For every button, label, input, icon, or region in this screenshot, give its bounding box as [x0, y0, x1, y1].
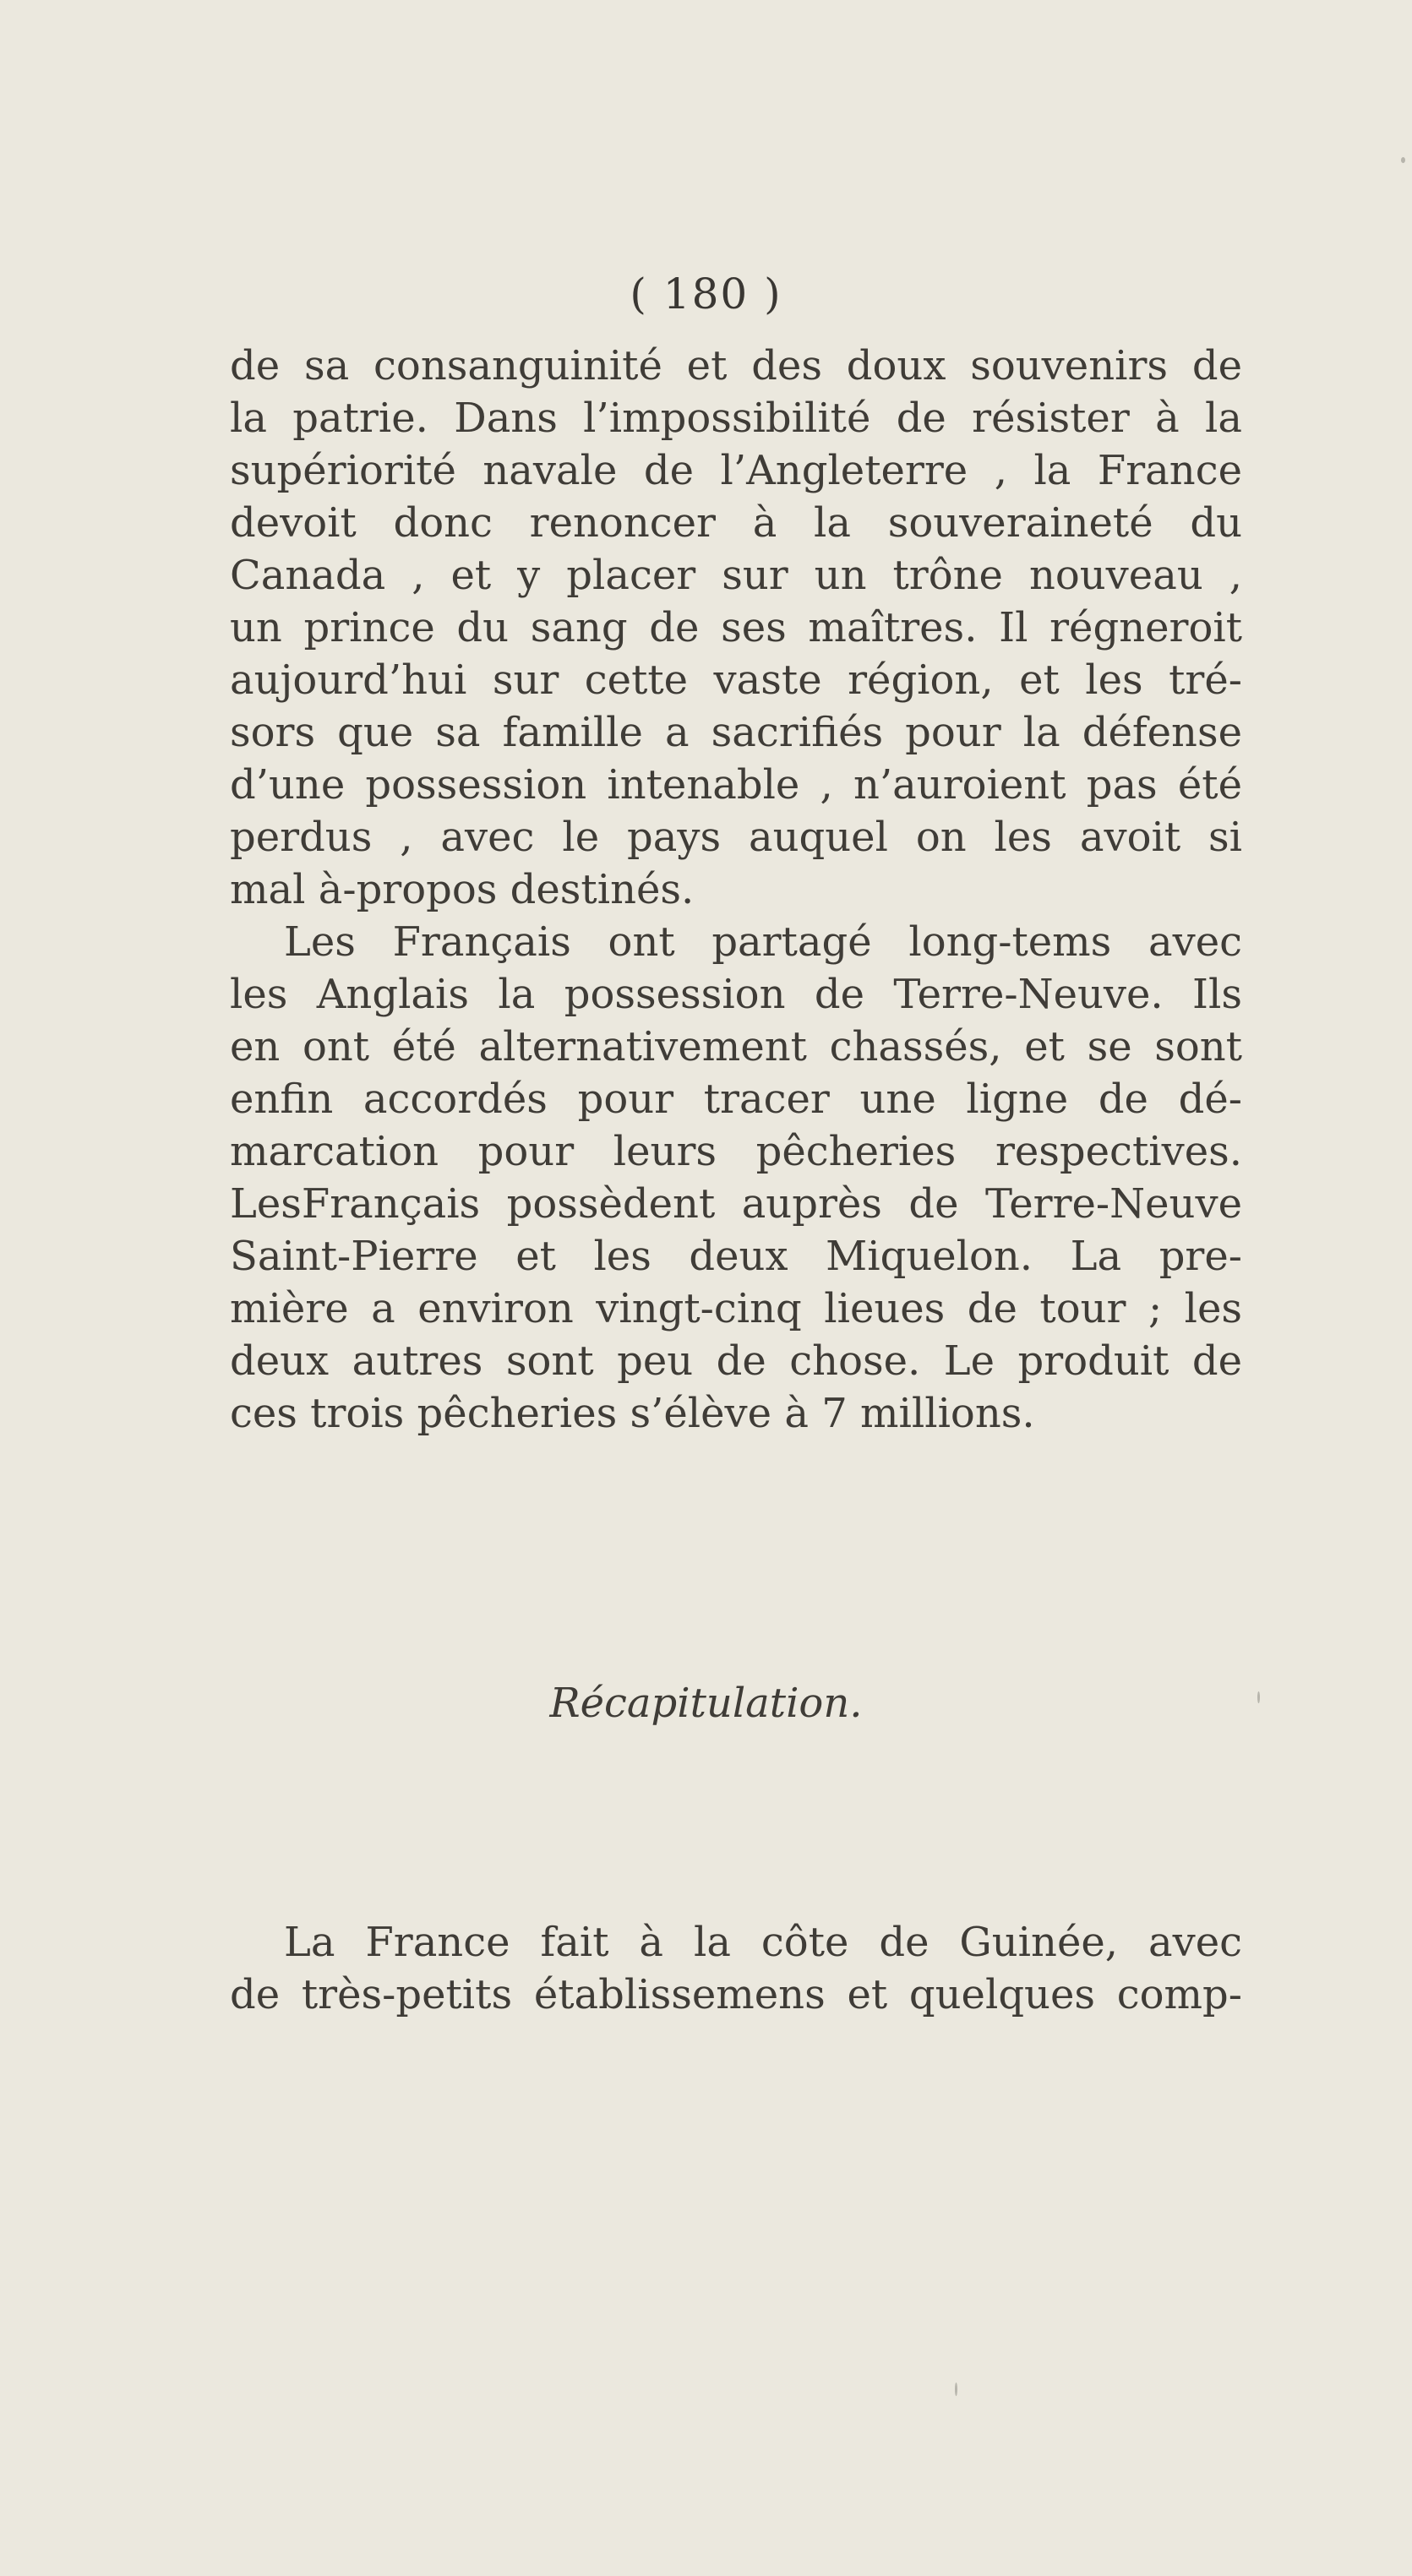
text-line: LesFrançais possèdent auprès de Terre-Neuve — [230, 1180, 1242, 1228]
text-line: mal à-propos destinés. — [230, 866, 695, 913]
paragraph-1 — [230, 340, 1242, 916]
text-line: sors que sa famille a sacrifiés pour la défense — [230, 709, 1242, 756]
paper-speck — [1257, 1691, 1260, 1703]
text-line: marcation pour leurs pêcheries respectives. — [230, 1128, 1242, 1175]
text-line: aujourd’hui sur cette vaste région, et les tré- — [230, 656, 1242, 704]
text-line: les Anglais la possession de Terre-Neuve. Ils — [230, 971, 1242, 1018]
text-line: Canada , et y placer sur un trône nouveau , — [230, 552, 1242, 599]
paper-speck — [955, 2383, 957, 2396]
text-line: Les Français ont partagé long-tems avec — [284, 918, 1242, 966]
text-line: enfin accordés pour tracer une ligne de dé- — [230, 1076, 1242, 1123]
text-line: en ont été alternativement chassés, et se sont — [230, 1023, 1242, 1070]
text-line: la patrie. Dans l’impossibilité de résister à la — [230, 395, 1242, 442]
text-line: supériorité navale de l’Angleterre , la France — [230, 447, 1242, 494]
section-heading: Récapitulation. — [549, 1680, 863, 1727]
page-number: ( 180 ) — [630, 270, 782, 319]
text-line: un prince du sang de ses maîtres. Il régneroit — [230, 604, 1242, 651]
body-text — [230, 340, 1242, 1440]
section-text — [230, 1916, 1242, 2021]
text-line: mière a environ vingt-cinq lieues de tour ; les — [230, 1285, 1242, 1332]
paragraph-2 — [230, 916, 1242, 1440]
text-line: de sa consanguinité et des doux souvenirs de — [230, 342, 1242, 389]
text-line: deux autres sont peu de chose. Le produit de — [230, 1337, 1242, 1385]
text-line: de très-petits établissemens et quelques comp- — [230, 1971, 1242, 2018]
text-line: perdus , avec le pays auquel on les avoit si — [230, 814, 1242, 861]
text-line: ces trois pêcheries s’élève à 7 millions. — [230, 1390, 1035, 1437]
text-line: Saint-Pierre et les deux Miquelon. La pre- — [230, 1233, 1242, 1280]
text-line: d’une possession intenable , n’auroient pas été — [230, 761, 1242, 809]
text-line: devoit donc renoncer à la souveraineté du — [230, 499, 1242, 547]
paper-speck — [1401, 157, 1405, 163]
text-line: La France fait à la côte de Guinée, avec — [284, 1919, 1242, 1966]
